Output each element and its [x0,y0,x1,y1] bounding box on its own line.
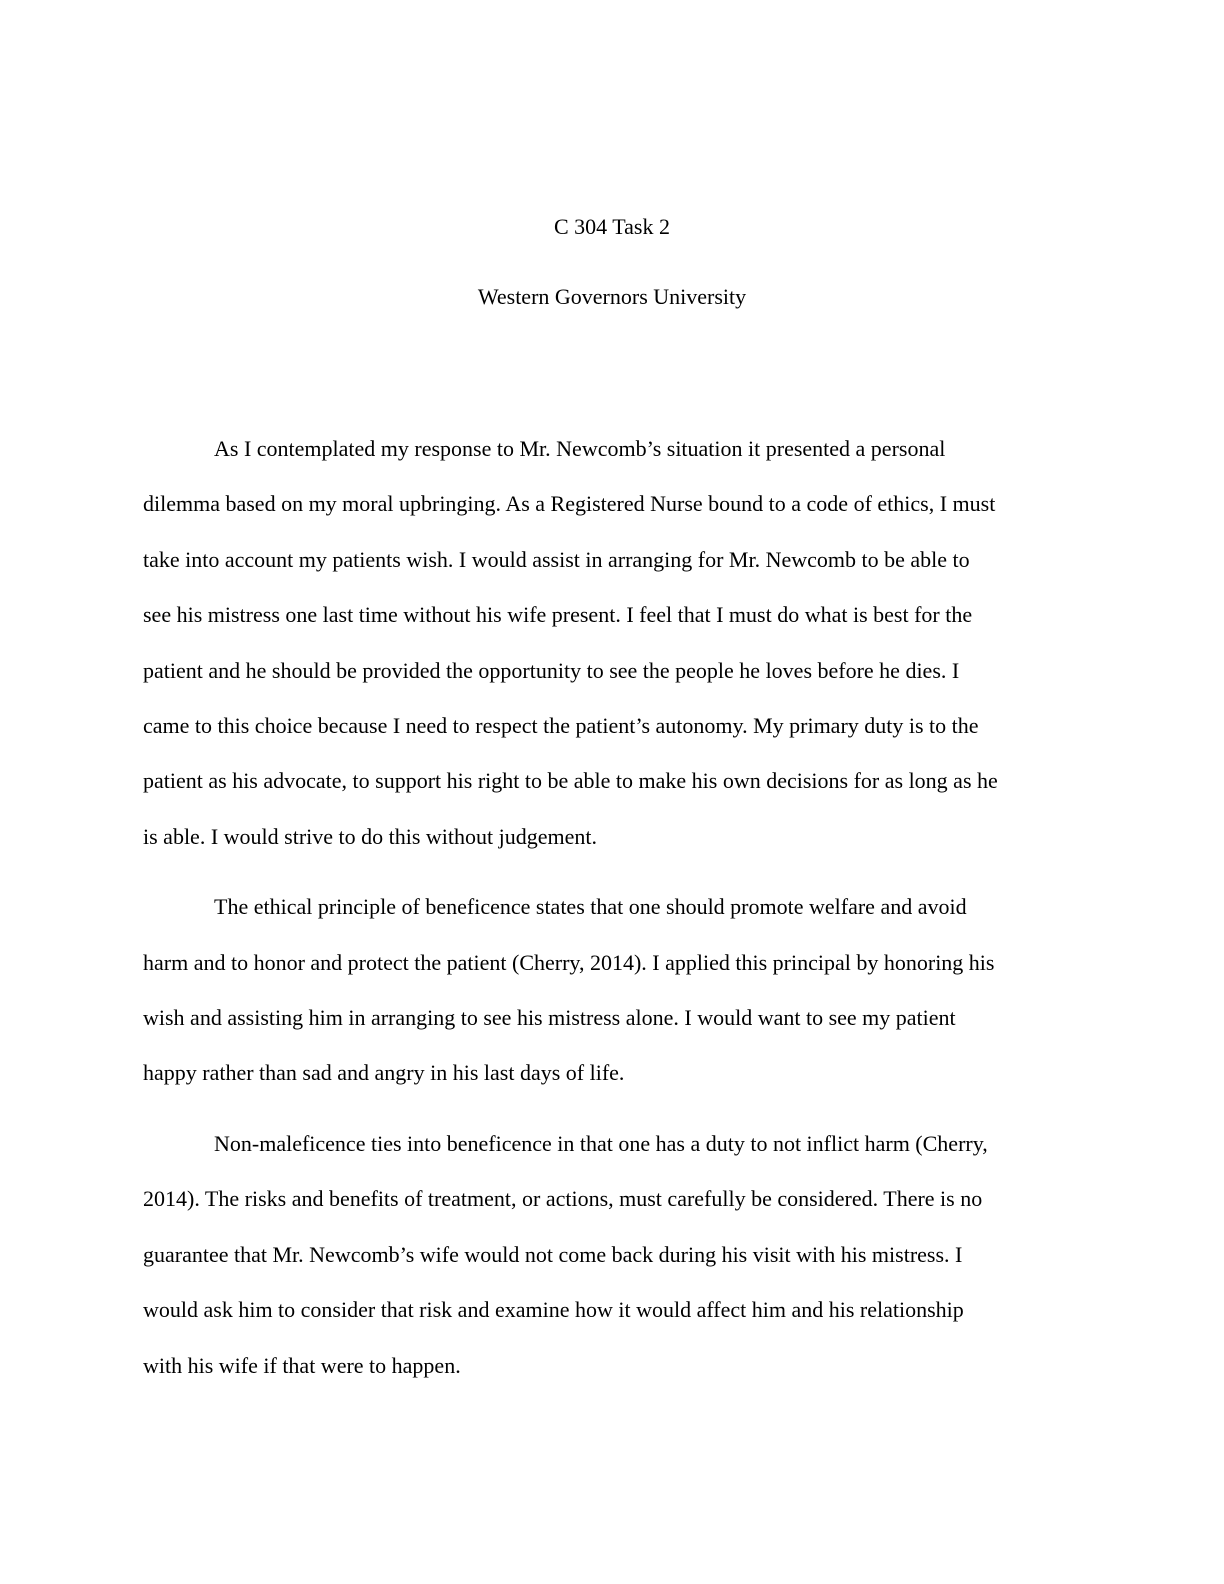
paragraph-line: guarantee that Mr. Newcomb’s wife would not come back during his visit with his mistress. I [143,1241,963,1267]
paragraph-line: is able. I would strive to do this without judgement. [143,823,598,849]
paragraph-2 [143,879,1081,1101]
paragraph-line: take into account my patients wish. I would assist in arranging for Mr. Newcomb to be able to [143,546,970,572]
paragraph-line: see his mistress one last time without his wife present. I feel that I must do what is best for the [143,602,973,628]
paragraph-line: Non-maleficence ties into beneficence in that one has a duty to not inflict harm (Cherry, [214,1130,988,1156]
document-body [143,421,1081,1393]
document-title: C 304 Task 2 [553,214,670,239]
paragraph-line: harm and to honor and protect the patient (Cherry, 2014). I applied this principal by honoring his [143,949,995,975]
paragraph-3 [143,1116,1081,1393]
paragraph-line: happy rather than sad and angry in his last days of life. [143,1060,625,1086]
paragraph-line: dilemma based on my moral upbringing. As a Registered Nurse bound to a code of ethics, I must [143,491,996,517]
paragraph-1 [143,421,1081,864]
paragraph-line: wish and assisting him in arranging to see his mistress alone. I would want to see my patient [143,1005,956,1031]
institution-name: Western Governors University [477,284,747,309]
paragraph-line: 2014). The risks and benefits of treatment, or actions, must carefully be considered. There is no [143,1186,983,1212]
paragraph-line: came to this choice because I need to respect the patient’s autonomy. My primary duty is to the [143,713,979,739]
paragraph-line: As I contemplated my response to Mr. Newcomb’s situation it presented a personal [214,436,946,461]
paragraph-line: patient and he should be provided the opportunity to see the people he loves before he dies. I [143,657,960,683]
paragraph-line: would ask him to consider that risk and examine how it would affect him and his relationship [143,1297,964,1323]
paragraph-line: patient as his advocate, to support his right to be able to make his own decisions for as long as he [143,768,998,794]
paragraph-line: with his wife if that were to happen. [143,1352,461,1378]
paragraph-line: The ethical principle of beneficence states that one should promote welfare and avoid [214,894,967,920]
